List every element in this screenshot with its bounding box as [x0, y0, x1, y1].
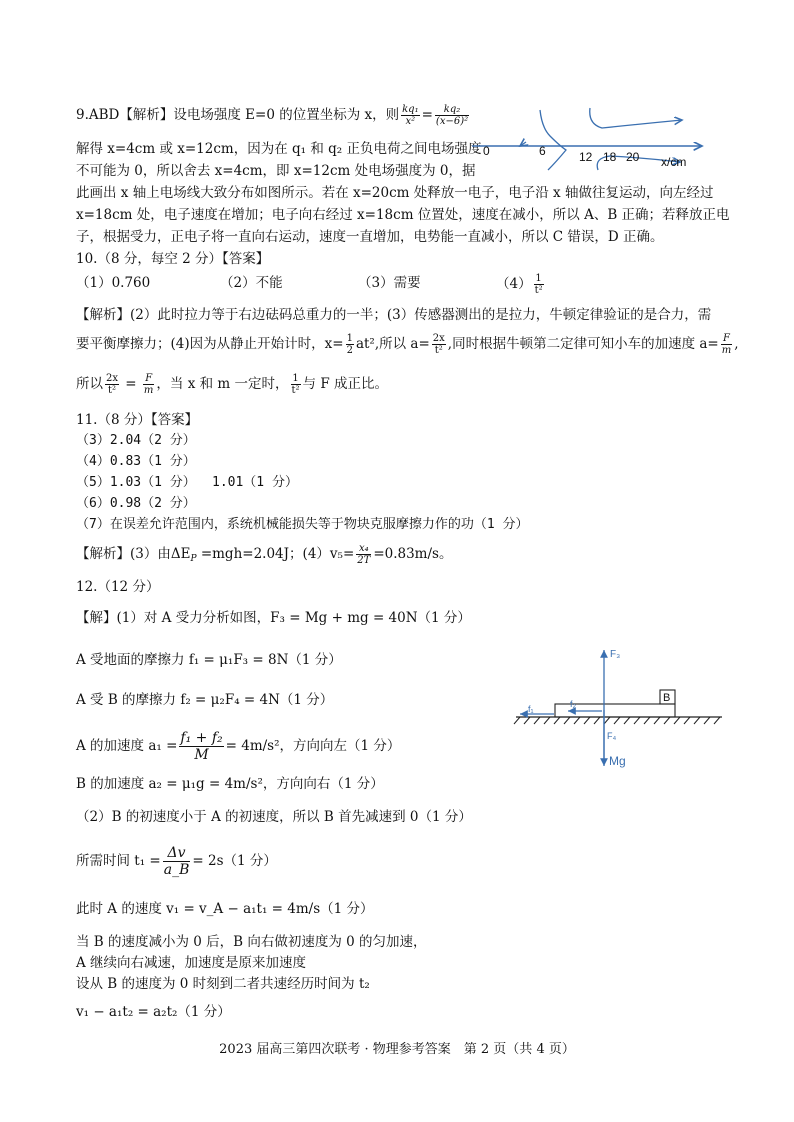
q9-frac-left: $\frac{\text{kq₁}}{\text{x²}}$	[402, 104, 419, 127]
q12-l9: 当 B 的速度减小为 0 后，B 向右做初速度为 0 的匀加速，	[76, 934, 427, 950]
label-f1: f₁	[528, 704, 534, 714]
q11-a4: （4）0.83（1 分）	[76, 454, 196, 469]
q10-answers	[76, 273, 543, 296]
q11-a3: （3）2.04（2 分）	[76, 433, 196, 448]
q12-title: 12.（12 分）	[76, 579, 160, 595]
q9-line3: 不可能为 0，所以舍去 x=4cm，即 x=12cm 处电场强度为 0，据	[76, 163, 476, 179]
q10-title: 10.（8 分，每空 2 分）【答案】	[76, 251, 270, 267]
q11-a6: （6）0.98（2 分）	[76, 496, 196, 511]
q12-l3: A 受 B 的摩擦力 f₂ = μ₂F₄ = 4N（1 分）	[76, 692, 334, 708]
q12-l4: A 的加速度 a₁ = $\frac{\text{f₁ + f₂}}{M}$ = 4m/s²，方向向左（1 分）	[76, 730, 401, 763]
q9-frac-right: $\frac{\text{kq₂}}{\text{(x−6)²}}$	[435, 104, 469, 127]
page-footer: 2023 届高三第四次联考 · 物理参考答案 第 2 页（共 4 页）	[219, 1042, 575, 1057]
label-f2: f₂	[570, 699, 576, 709]
q10-exp1: 【解析】(2）此时拉力等于右边砝码总重力的一半；(3）传感器测出的是拉力，牛顿定律验证的是合力，需	[76, 307, 712, 323]
label-20: 20	[626, 150, 640, 164]
q12-l7: 所需时间 t₁ = $\frac{\Delta v}{a\_B}$ = 2s（1 分）	[76, 845, 277, 878]
label-f3: F₃	[610, 649, 621, 660]
q10-ans2: （2）不能	[220, 275, 283, 291]
field-line-left	[540, 110, 566, 170]
ground-hatch	[514, 717, 720, 724]
label-b: B	[663, 692, 671, 704]
label-12: 12	[579, 150, 593, 164]
label-6: 6	[539, 144, 546, 158]
q12-l10: A 继续向右减速，加速度是原来加速度	[76, 955, 307, 971]
q10-exp2: 要平衡摩擦力；(4)因为从静止开始计时，x= $\frac{1}{2}$ at²,所以 a= $\frac{2x}{\text{t²}}$ ,同时根据牛顿第二定律可知小车的加速度 a= $\frac{F}{m}$ ,	[76, 333, 739, 356]
q10-ans3: （3）需要	[358, 275, 421, 291]
q9-line2: 解得 x=4cm 或 x=12cm，因为在 q₁ 和 q₂ 正负电荷之间电场强度	[76, 141, 482, 157]
q9-line4: 此画出 x 轴上电场线大致分布如图所示。若在 x=20cm 处释放一电子，电子沿 x 轴做往复运动，向左经过	[76, 185, 714, 201]
q12-l11: 设从 B 的速度为 0 时刻到二者共速经历时间为 t₂	[76, 976, 370, 992]
q9-line5: x=18cm 处，电子速度在增加；电子向右经过 x=18cm 位置处，速度在减小，所以 A、B 正确；若释放正电	[76, 207, 730, 223]
q11-a7: （7）在误差允许范围内，系统机械能损失等于物块克服摩擦力作的功（1 分）	[76, 517, 529, 532]
field-line-diagram	[470, 106, 710, 172]
q11-exp: 【解析】(3）由$\Delta E_P =mgh=2.04J$；(4）v₅= $\frac{\text{x₄}}{2T}$ =0.83m/s。	[76, 543, 453, 566]
label-18: 18	[603, 150, 617, 164]
label-mg: Mg	[609, 754, 626, 768]
q12-l6: （2）B 的初速度小于 A 的初速度，所以 B 首先减速到 0（1 分）	[76, 809, 472, 825]
q12-l1: 【解】(1）对 A 受力分析如图，F₃ = Mg + mg = 40N（1 分）	[76, 610, 471, 626]
label-f4: F₄	[607, 731, 617, 741]
q9-line1: 9.ABD【解析】设电场强度 E=0 的位置坐标为 x，则 $\frac{\text{kq₁}}{\text{x²}}$ = $\frac{\text{kq₂}}{\text{(x−6)²}}$	[76, 104, 469, 127]
q10-ans4: （4） $\frac{1}{\text{t²}}$	[496, 273, 543, 296]
label-0: 0	[483, 144, 490, 158]
q11-a5: （5）1.03（1 分） 1.01（1 分）	[76, 475, 298, 490]
q10-exp3: 所以 $\frac{2x}{\text{t²}}$ = $\frac{F}{m}$ ，当 x 和 m 一定时， $\frac{1}{\text{t²}}$ 与 F 成正比。	[76, 373, 388, 396]
label-xcm: x/cm	[661, 155, 687, 169]
q10-ans1: （1）0.760	[76, 275, 151, 291]
q12-l2: A 受地面的摩擦力 f₁ = μ₁F₃ = 8N（1 分）	[76, 652, 342, 668]
field-line-upper-right	[590, 108, 682, 128]
q9-line6: 子，根据受力，正电子将一直向右运动，速度一直增加，电势能一直减小，所以 C 错误，D 正确。	[76, 229, 664, 245]
q12-l5: B 的加速度 a₂ = μ₁g = 4m/s²，方向向右（1 分）	[76, 776, 384, 792]
q9-text: 9.ABD【解析】设电场强度 E=0 的位置坐标为 x，则	[76, 107, 400, 123]
q11-title: 11.（8 分）【答案】	[76, 412, 199, 428]
q12-l8: 此时 A 的速度 v₁ = v_A − a₁t₁ = 4m/s（1 分）	[76, 901, 374, 917]
force-diagram	[510, 640, 730, 776]
q12-l12: v₁ − a₁t₂ = a₂t₂（1 分）	[76, 1004, 231, 1020]
